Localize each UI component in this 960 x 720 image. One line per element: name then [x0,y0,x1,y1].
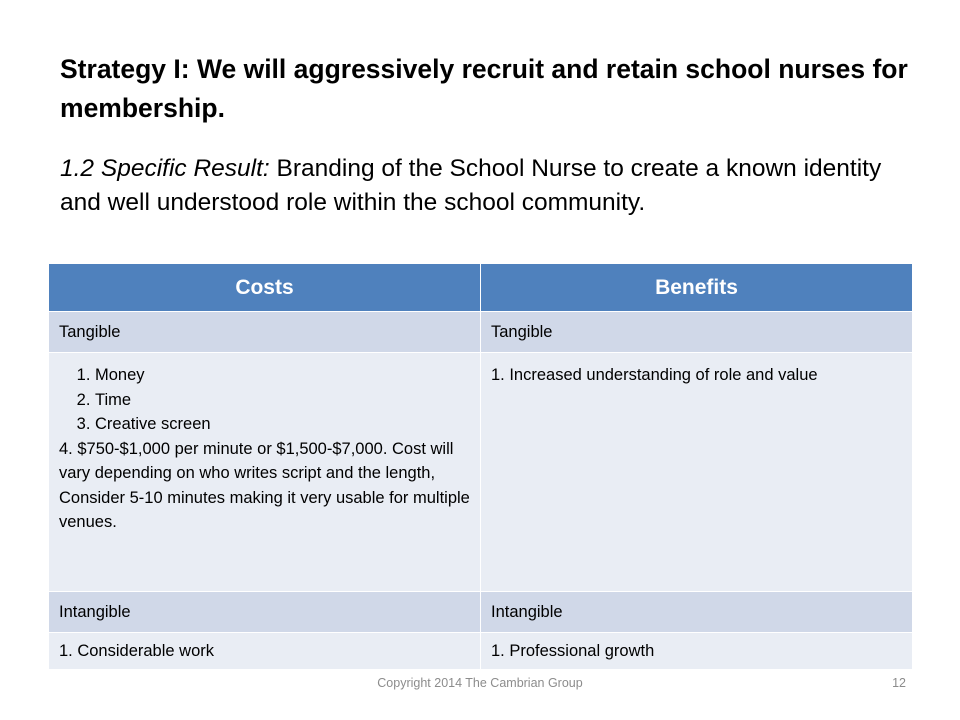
list-item: 1. Money [95,363,470,388]
slide-subtitle [60,152,920,219]
costs-tangible-label: Tangible [49,312,481,353]
slide-title: Strategy I: We will aggressively recruit and retain school nurses for membership. [60,54,908,123]
benefits-intangible-label: Intangible [481,592,913,633]
costs-intangible-text: 1. Considerable work [49,633,481,670]
table-row [49,312,913,353]
table-header-row [49,264,913,312]
benefits-tangible-label: Tangible [481,312,913,353]
subtitle-label: 1.2 Specific Result: [60,155,270,182]
costs-tangible-cell [49,353,481,592]
page-number: 12 [892,676,906,690]
table-row [49,633,913,670]
list-item: 3. Creative screen [95,412,470,437]
costs-tangible-list [59,363,470,437]
costs-benefits-table [48,263,913,670]
benefits-intangible-text: 1. Professional growth [481,633,913,670]
list-item: 2. Time [95,388,470,413]
costs-tangible-note: 4. $750-$1,000 per minute or $1,500-$7,000. Cost will vary depending on who writes script and the length, Consider 5-10 minutes making it very usable for multiple venues. [59,439,470,531]
header-benefits: Benefits [481,264,913,312]
footer-copyright: Copyright 2014 The Cambrian Group [377,676,583,690]
table-row [49,353,913,592]
subtitle-text: Branding of the School Nurse to create a known identity and well understood role within the school community. [60,155,882,216]
benefits-tangible-text: 1. Increased understanding of role and value [491,366,818,384]
table-row [49,592,913,633]
benefits-tangible-cell [481,353,913,592]
costs-intangible-label: Intangible [49,592,481,633]
header-costs: Costs [49,264,481,312]
